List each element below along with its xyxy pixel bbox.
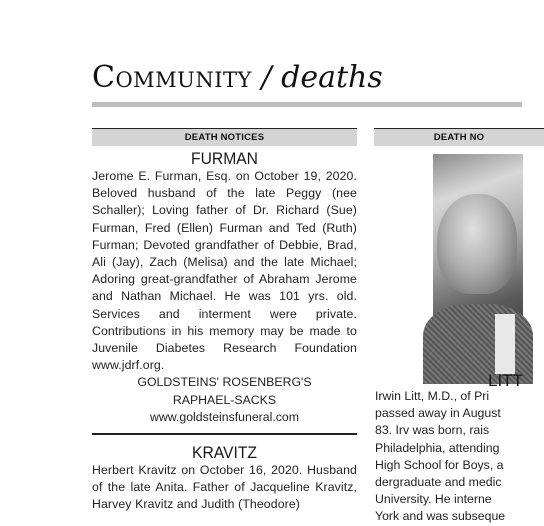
section-subtitle: deaths bbox=[281, 60, 383, 95]
section-title: Community bbox=[92, 60, 252, 95]
text-line: 83. Irv was born, rais bbox=[375, 423, 490, 438]
obituary-furman bbox=[92, 149, 357, 426]
title-separator: / bbox=[251, 60, 282, 95]
right-column bbox=[374, 128, 544, 146]
obituary-divider bbox=[92, 433, 357, 435]
obituary-name: KRAVITZ bbox=[192, 442, 257, 462]
obituary-text: Herbert Kravitz on October 16, 2020. Husband of the late Anita. Father of Jacqueline Kravitz, Harvey Kravitz and Judith (Theodore) bbox=[92, 462, 357, 511]
text-line: High School for Boys, a bbox=[375, 457, 504, 472]
header-rule bbox=[92, 102, 522, 107]
death-notices-bar: DEATH NOTICES bbox=[92, 128, 357, 146]
death-notices-bar-right: DEATH NO bbox=[374, 128, 544, 146]
obituary-text: Jerome E. Furman, Esq. on October 19, 2020. Beloved husband of the late Peggy (nee Schaller); Loving father of Dr. Richard (Sue) Furman, Fred (Ellen) Furman and Ted (Ruth) Furman; Devoted grandfather of Debbie, Brad, Ali (Jay), Zach (Melisa) and the late Michael; Adoring great-grandfather of Abraham Jerome and Nathan Michael. He was 101 yrs. old. Services and interment were private. Contributions in his memory may be made to Juvenile Diabetes Research Foundation www.jdrf.org. bbox=[92, 169, 357, 373]
funeral-home-line: GOLDSTEINS' ROSENBERG'S bbox=[137, 375, 312, 390]
obituary-photo bbox=[433, 154, 523, 368]
text-line: Irwin Litt, M.D., of Pri bbox=[375, 389, 490, 403]
funeral-home-line: RAPHAEL-SACKS bbox=[172, 392, 277, 407]
text-line: University. He interne bbox=[375, 492, 492, 507]
page-header bbox=[92, 60, 383, 95]
funeral-home-website: www.goldsteinsfuneral.com bbox=[150, 409, 299, 424]
obituary-text-right bbox=[375, 388, 535, 526]
text-line: Philadelphia, attending bbox=[375, 440, 500, 455]
left-column bbox=[92, 128, 357, 513]
obituary-name: FURMAN bbox=[191, 149, 258, 168]
obituary-name-right: LITT bbox=[488, 371, 523, 390]
obituary-kravitz bbox=[92, 443, 357, 514]
text-line: dergraduate and medic bbox=[375, 475, 502, 490]
funeral-home-info bbox=[92, 374, 357, 426]
text-line: York and was subseque bbox=[375, 509, 506, 524]
text-line: passed away in August bbox=[375, 406, 501, 421]
